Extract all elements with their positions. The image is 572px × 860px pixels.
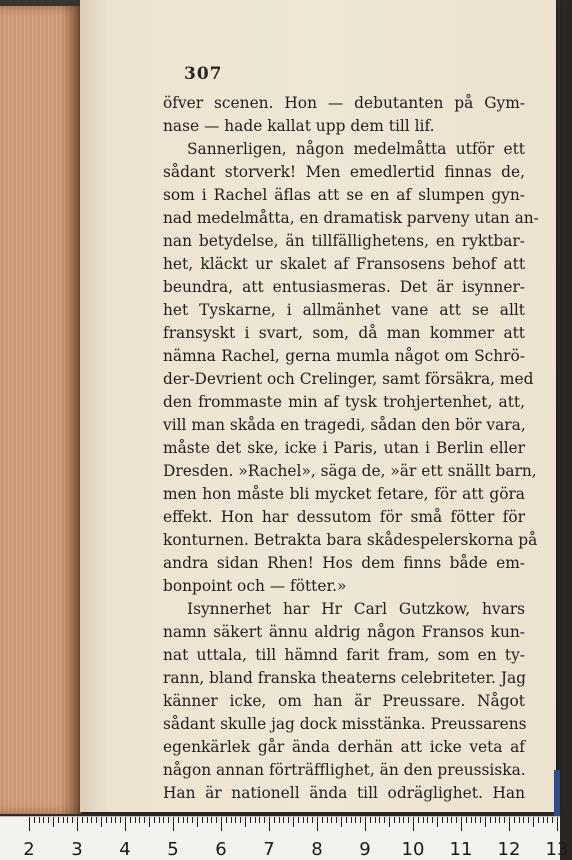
ruler-label: 8 <box>311 839 323 860</box>
ruler-tick <box>293 817 294 827</box>
ruler-tick <box>43 817 44 823</box>
text-line: rann, bland franska theaterns celebriteter. Jag <box>163 669 527 687</box>
ruler-tick <box>533 817 534 827</box>
ruler-tick <box>375 817 376 823</box>
ruler-tick <box>451 817 452 823</box>
ruler-tick <box>173 817 174 831</box>
ruler-tick <box>490 817 491 823</box>
ruler-tick <box>475 817 476 823</box>
ruler-tick <box>58 817 59 823</box>
ruler-tick <box>139 817 140 823</box>
ruler-tick <box>144 817 145 823</box>
ruler-tick <box>389 817 390 827</box>
ruler-tick <box>197 817 198 827</box>
ruler-tick <box>72 817 73 823</box>
ruler-tick <box>39 817 40 823</box>
ruler-tick <box>178 817 179 823</box>
ruler-tick <box>274 817 275 823</box>
text-line: sådant skulle jag dock misstänka. Preussarens <box>163 715 527 733</box>
ruler-tick <box>192 817 193 823</box>
ruler-label: 9 <box>359 839 371 860</box>
ruler-tick <box>29 817 30 831</box>
ruler-tick <box>279 817 280 823</box>
text-line: egenkärlek går ända derhän att icke veta af <box>163 738 525 756</box>
text-line: beundra, att entusiasmeras. Det är isynner- <box>163 278 525 296</box>
ruler-tick <box>187 817 188 823</box>
ruler-tick <box>471 817 472 823</box>
ruler-tick <box>327 817 328 823</box>
text-line: fransyskt i svart, som, då man kommer att <box>163 324 525 342</box>
ruler-tick <box>216 817 217 823</box>
ruler-tick <box>322 817 323 823</box>
ruler-label: 13 <box>545 839 569 860</box>
ruler-tick <box>509 817 510 831</box>
text-line: effekt. Hon har dessutom för små fötter för <box>163 508 525 526</box>
ruler-tick <box>447 817 448 823</box>
ruler-tick <box>341 817 342 827</box>
ruler-tick <box>269 817 270 831</box>
ruler-tick <box>240 817 241 823</box>
ruler-tick <box>250 817 251 823</box>
ruler-tick <box>394 817 395 823</box>
ruler-tick <box>543 817 544 823</box>
text-line: öfver scenen. Hon — debutanten på Gym- <box>163 94 525 112</box>
ruler-tick <box>77 817 78 831</box>
ruler-tick <box>48 817 49 823</box>
ruler-tick <box>87 817 88 823</box>
ruler-tick <box>519 817 520 823</box>
ruler-tick <box>413 817 414 831</box>
text-line: nan betydelse, än tillfällighetens, en ryktbar- <box>163 232 525 250</box>
ruler-tick <box>317 817 318 831</box>
ruler-tick <box>466 817 467 823</box>
text-line: bonpoint och — fötter.» <box>163 577 347 595</box>
text-line: het Tyskarne, i allmänhet vane att se allt <box>163 301 525 319</box>
measuring-ruler <box>0 816 569 860</box>
ruler-tick <box>235 817 236 823</box>
ruler-tick <box>461 817 462 831</box>
text-line: sådant storverk! Men emedlertid finnas de, <box>163 163 525 181</box>
ruler-tick <box>115 817 116 823</box>
text-line: känner icke, om han är Preussare. Något <box>163 692 525 710</box>
ruler-tick <box>159 817 160 823</box>
text-line: nase — hade kallat upp dem till lif. <box>163 117 435 135</box>
ruler-tick <box>552 817 553 823</box>
ruler-tick <box>351 817 352 823</box>
ruler-tick <box>312 817 313 823</box>
ruler-tick <box>202 817 203 823</box>
ruler-tick <box>360 817 361 823</box>
ruler-tick <box>547 817 548 823</box>
ruler-tick <box>106 817 107 823</box>
ruler-tick <box>288 817 289 823</box>
ruler-label: 4 <box>119 839 131 860</box>
ruler-tick <box>130 817 131 823</box>
ruler-label: 11 <box>449 839 473 860</box>
ruler-tick <box>163 817 164 823</box>
ruler-tick <box>336 817 337 823</box>
ruler-tick <box>264 817 265 823</box>
ruler-tick <box>485 817 486 827</box>
ruler-tick <box>101 817 102 827</box>
ruler-tick <box>365 817 366 831</box>
text-line: andra sidan Rhen! Hos dem finns både em- <box>163 554 525 572</box>
ruler-tick <box>120 817 121 823</box>
ruler-tick <box>384 817 385 823</box>
ruler-label: 10 <box>401 839 425 860</box>
ruler-tick <box>283 817 284 823</box>
blue-cloth-strip <box>554 770 560 816</box>
text-line: Sannerligen, någon medelmåtta utför ett <box>187 140 525 158</box>
ruler-tick <box>355 817 356 823</box>
ruler-tick <box>504 817 505 823</box>
ruler-tick <box>442 817 443 823</box>
ruler-tick <box>67 817 68 823</box>
ruler-tick <box>370 817 371 823</box>
ruler-tick <box>154 817 155 823</box>
text-line: Han är nationell ända till odräglighet. Han <box>163 784 525 802</box>
text-line: namn säkert ännu aldrig någon Fransos kun- <box>163 623 525 641</box>
page-number: 307 <box>184 64 223 84</box>
ruler-tick <box>408 817 409 823</box>
text-line: någon annan förträfflighet, än den preussiska. <box>163 761 526 779</box>
ruler-tick <box>255 817 256 823</box>
ruler-tick <box>221 817 222 831</box>
ruler-tick <box>245 817 246 827</box>
ruler-tick <box>399 817 400 823</box>
ruler-label: 2 <box>23 839 35 860</box>
ruler-tick <box>418 817 419 823</box>
ruler-tick <box>427 817 428 823</box>
ruler-tick <box>403 817 404 823</box>
ruler-tick <box>34 817 35 823</box>
ruler-tick <box>211 817 212 823</box>
ruler-tick <box>379 817 380 823</box>
text-line: som i Rachel äflas att se en af slumpen gyn- <box>163 186 525 204</box>
ruler-tick <box>432 817 433 823</box>
text-line: der-Devrient och Crelinger, samt försäkra, med <box>163 370 534 388</box>
ruler-tick <box>557 817 558 831</box>
ruler-label: 6 <box>215 839 227 860</box>
ruler-label: 5 <box>167 839 179 860</box>
ruler-tick <box>96 817 97 823</box>
text-line: het, kläckt ur skalet af Fransosens behof att <box>163 255 525 273</box>
ruler-tick <box>307 817 308 823</box>
ruler-tick <box>303 817 304 823</box>
ruler-tick <box>231 817 232 823</box>
ruler-tick <box>346 817 347 823</box>
ruler-tick <box>456 817 457 823</box>
text-line: nad medelmåtta, en dramatisk parveny utan an- <box>163 209 539 227</box>
text-line: Dresden. »Rachel», säga de, »är ett snällt barn, <box>163 462 537 480</box>
ruler-tick <box>125 817 126 831</box>
ruler-tick <box>499 817 500 823</box>
ruler-tick <box>298 817 299 823</box>
ruler-tick <box>523 817 524 823</box>
ruler-tick <box>514 817 515 823</box>
ruler-tick <box>183 817 184 823</box>
ruler-tick <box>495 817 496 823</box>
ruler-tick <box>538 817 539 823</box>
ruler-tick <box>259 817 260 823</box>
text-line: vill man skåda en tragedi, sådan den bör vara, <box>163 416 526 434</box>
text-line: nämna Rachel, gerna mumla något om Schrö- <box>163 347 525 365</box>
ruler-tick <box>149 817 150 827</box>
ruler-tick <box>53 817 54 827</box>
ruler-label: 3 <box>71 839 83 860</box>
ruler-tick <box>480 817 481 823</box>
ruler-tick <box>331 817 332 823</box>
body-text <box>163 92 539 805</box>
ruler-label: 12 <box>497 839 521 860</box>
ruler-tick <box>423 817 424 823</box>
ruler-tick <box>528 817 529 823</box>
ruler-tick <box>437 817 438 827</box>
ruler-tick <box>111 817 112 823</box>
ruler-tick <box>168 817 169 823</box>
text-line: måste det ske, icke i Paris, utan i Berlin eller <box>163 439 525 457</box>
text-line: den frommaste min af tysk trohjertenhet, att, <box>163 393 525 411</box>
text-line: Isynnerhet har Hr Carl Gutzkow, hvars <box>187 600 525 618</box>
ruler-tick <box>135 817 136 823</box>
ruler-tick <box>82 817 83 823</box>
ruler-tick <box>207 817 208 823</box>
ruler-tick <box>226 817 227 823</box>
ruler-tick <box>91 817 92 823</box>
text-line: men hon måste bli mycket fetare, för att göra <box>163 485 525 503</box>
text-line: konturnen. Betrakta bara skådespelerskorna på <box>163 531 538 549</box>
text-line: nat uttala, till hämnd farit fram, som en ty- <box>163 646 525 664</box>
ruler-label: 7 <box>263 839 275 860</box>
ruler-tick <box>63 817 64 823</box>
